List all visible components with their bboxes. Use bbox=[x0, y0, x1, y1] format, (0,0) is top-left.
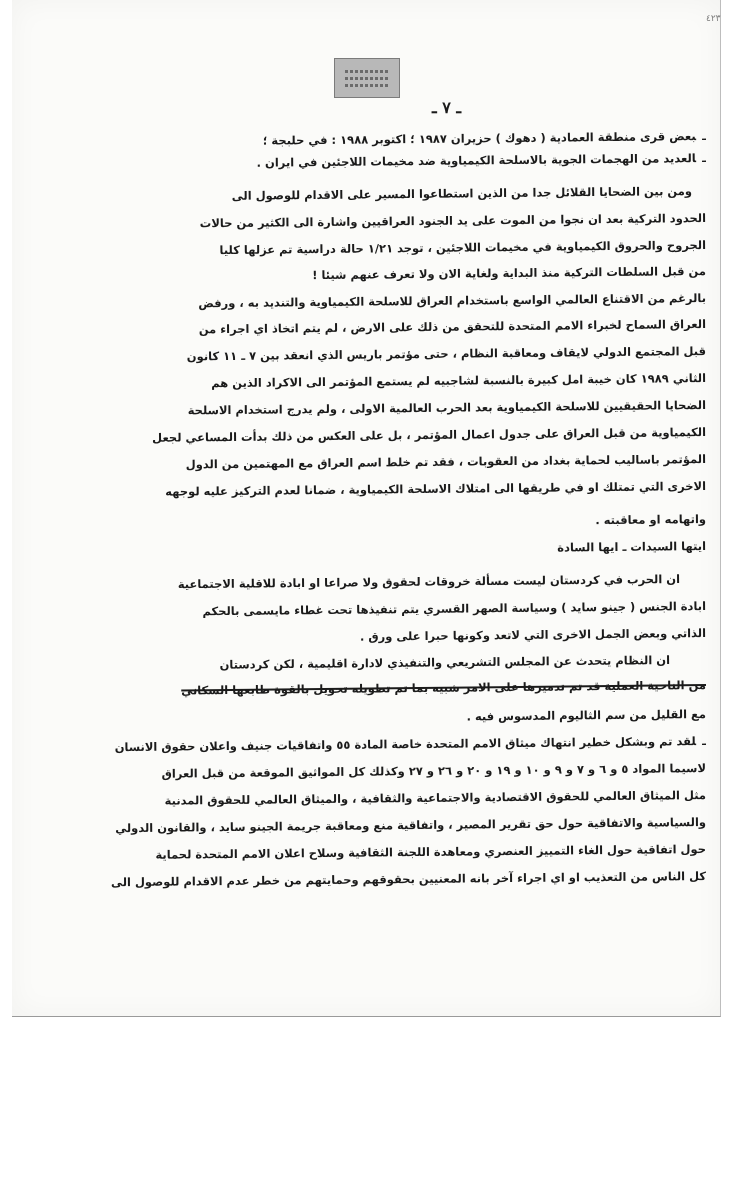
text-line bbox=[26, 760, 706, 783]
page-number: ـ ٧ ـ bbox=[432, 98, 462, 117]
text-line bbox=[66, 237, 706, 260]
text-line bbox=[66, 677, 706, 700]
line-text: من قبل السلطات التركية منذ البداية ولغاية الان ولا تعرف عنهم شيئا ! bbox=[312, 264, 707, 283]
line-text: الثاني ١٩٨٩ كان خيبة امل كبيرة بالنسبة لشاجبيه لم يستمع المؤتمر الى الاكراد الذين هم bbox=[211, 371, 707, 391]
text-line bbox=[66, 397, 706, 420]
line-dash: ـ bbox=[701, 129, 707, 144]
text-line bbox=[66, 424, 706, 447]
text-line bbox=[66, 210, 706, 233]
line-text: العديد من الهجمات الجوية بالاسلحة الكيمياوية ضد مخيمات اللاجئين في ايران . bbox=[256, 151, 697, 170]
line-text: قبل المجتمع الدولي لايقاف ومعاقبة النظام ، حتى مؤتمر باريس الذي انعقد بين ٧ ـ ١١ كانون bbox=[186, 344, 707, 364]
text-line bbox=[26, 868, 706, 891]
text-line bbox=[66, 150, 706, 173]
text-line bbox=[26, 814, 706, 837]
line-text: لاسيما المواد ٥ و ٦ و ٧ و ٩ و ١٠ و ١٩ و ٢٠ و ٢٦ و ٢٧ وكذلك كل المواثيق الموقعة من قبل العراق bbox=[161, 761, 707, 781]
text-line bbox=[286, 538, 706, 558]
line-text: ان الحرب في كردستان ليست مسألة خروقات لحقوق ولا صراعا او ابادة للاقلية الاجتماعية bbox=[177, 572, 681, 592]
text-line bbox=[66, 706, 706, 729]
text-line bbox=[66, 478, 706, 501]
line-text: الحدود التركية بعد ان نجوا من الموت على يد الجنود العراقيين واشارة الى الكثير من حالات bbox=[199, 211, 707, 231]
text-line bbox=[66, 370, 706, 393]
line-text: الضحايا الحقيقيين للاسلحة الكيمياوية بعد الحرب العالمية الاولى ، ولم يدرج استخدام الاسلحة bbox=[187, 398, 707, 418]
text-line bbox=[66, 571, 680, 593]
line-dash: ـ bbox=[701, 734, 707, 749]
text-line bbox=[26, 733, 706, 756]
document-page bbox=[12, 0, 721, 1017]
line-text: من الناحية العملية قد تم تدميرها على الامر شبيه بما تم تطويله تحويل بالقوة طابعها السكاني bbox=[181, 678, 707, 698]
line-text: الجروح والحروق الكيمياوية في مخيمات اللاجئين ، توجد ١/٢١ حالة دراسية تم عزلها كليا bbox=[219, 238, 707, 258]
corner-mark: ٤٢٣ bbox=[706, 14, 721, 24]
line-text: ان النظام يتحدث عن المجلس التشريعي والتنفيذي لادارة اقليمية ، لكن كردستان bbox=[219, 653, 671, 672]
line-text: الذاتي وبعض الجمل الاخرى التي لاتعد وكونها حبرا على ورق . bbox=[359, 626, 707, 644]
line-text: ايتها السيدات ـ ايها السادة bbox=[557, 539, 707, 555]
line-text: الاخرى التي تمتلك او في طريقها الى امتلاك الاسلحة الكيمياوية ، ضمانا لعدم التركيز عليه لوجهه bbox=[165, 479, 707, 499]
text-line bbox=[406, 511, 706, 530]
text-line bbox=[66, 598, 706, 621]
letterhead-seal-icon bbox=[334, 58, 400, 98]
line-text: حول اتفاقية حول الغاء التمييز العنصري ومعاهدة اللجنة الثقافية وسلاح اعلان الامم المتحدة لحماية bbox=[155, 842, 707, 862]
text-line bbox=[92, 183, 692, 205]
text-line bbox=[66, 263, 706, 286]
text-line bbox=[66, 652, 670, 674]
line-text: مثل الميثاق العالمي للحقوق الاقتصادية والاجتماعية والثقافية ، والميثاق العالمي للحقوق المدنية bbox=[164, 788, 707, 808]
line-text: مع القليل من سم الثاليوم المدسوس فيه . bbox=[466, 707, 707, 724]
line-text: ابادة الجنس ( جينو سايد ) وسياسة الصهر القسري يتم تنفيذها تحت غطاء مايسمى بالحكم bbox=[202, 599, 707, 619]
line-text: كل الناس من التعذيب او اي اجراء آخر بانه المعنيين بحقوقهم وحمايتهم من خطر عدم الاقدام للوصول الى bbox=[110, 869, 707, 890]
line-text: المؤتمر باساليب لحماية بغداد من العقوبات ، فقد تم خلط اسم العراق مع المهتمين من الدول bbox=[185, 452, 707, 472]
text-line bbox=[26, 787, 706, 810]
text-line bbox=[66, 290, 706, 313]
line-text: العراق السماح لخبراء الامم المتحدة للتحقق من ذلك على الارض ، لم يتم اتخاذ اي اجراء من bbox=[198, 317, 707, 337]
line-text: والسياسية والاتفاقية حول حق تقرير المصير ، واتفاقية منع ومعاقبة جريمة الجينو سايد ، والقانون الدولي bbox=[115, 815, 707, 836]
text-line bbox=[66, 343, 706, 366]
text-line bbox=[66, 128, 706, 151]
line-text: بعض قرى منطقة العمادية ( دهوك ) حزيران ١٩٨٧ ؛ اكتوبر ١٩٨٨ : في حلبجة ؛ bbox=[262, 129, 697, 148]
text-line bbox=[66, 451, 706, 474]
line-text: بالرغم من الاقتناع العالمي الواسع باستخدام العراق للاسلحة الكيمياوية والتنديد به ، ورفض bbox=[198, 291, 707, 311]
line-text: واتهامه او معاقبته . bbox=[595, 512, 707, 528]
line-text: ومن بين الضحايا القلائل جدا من الذين استطاعوا المسير على الاقدام للوصول الى bbox=[231, 184, 693, 203]
text-line bbox=[66, 316, 706, 339]
text-line bbox=[26, 841, 706, 864]
line-text: الكيمياوية من قبل العراق على جدول اعمال المؤتمر ، بل على العكس من ذلك بدأت المساعي لجعل bbox=[152, 425, 707, 445]
line-dash: ـ bbox=[701, 151, 707, 166]
line-text: لقد تم وبشكل خطير انتهاك ميثاق الامم المتحدة خاصة المادة ٥٥ واتفاقيات جنيف واعلان حقوق الانسان bbox=[114, 734, 697, 755]
text-line bbox=[66, 625, 706, 648]
